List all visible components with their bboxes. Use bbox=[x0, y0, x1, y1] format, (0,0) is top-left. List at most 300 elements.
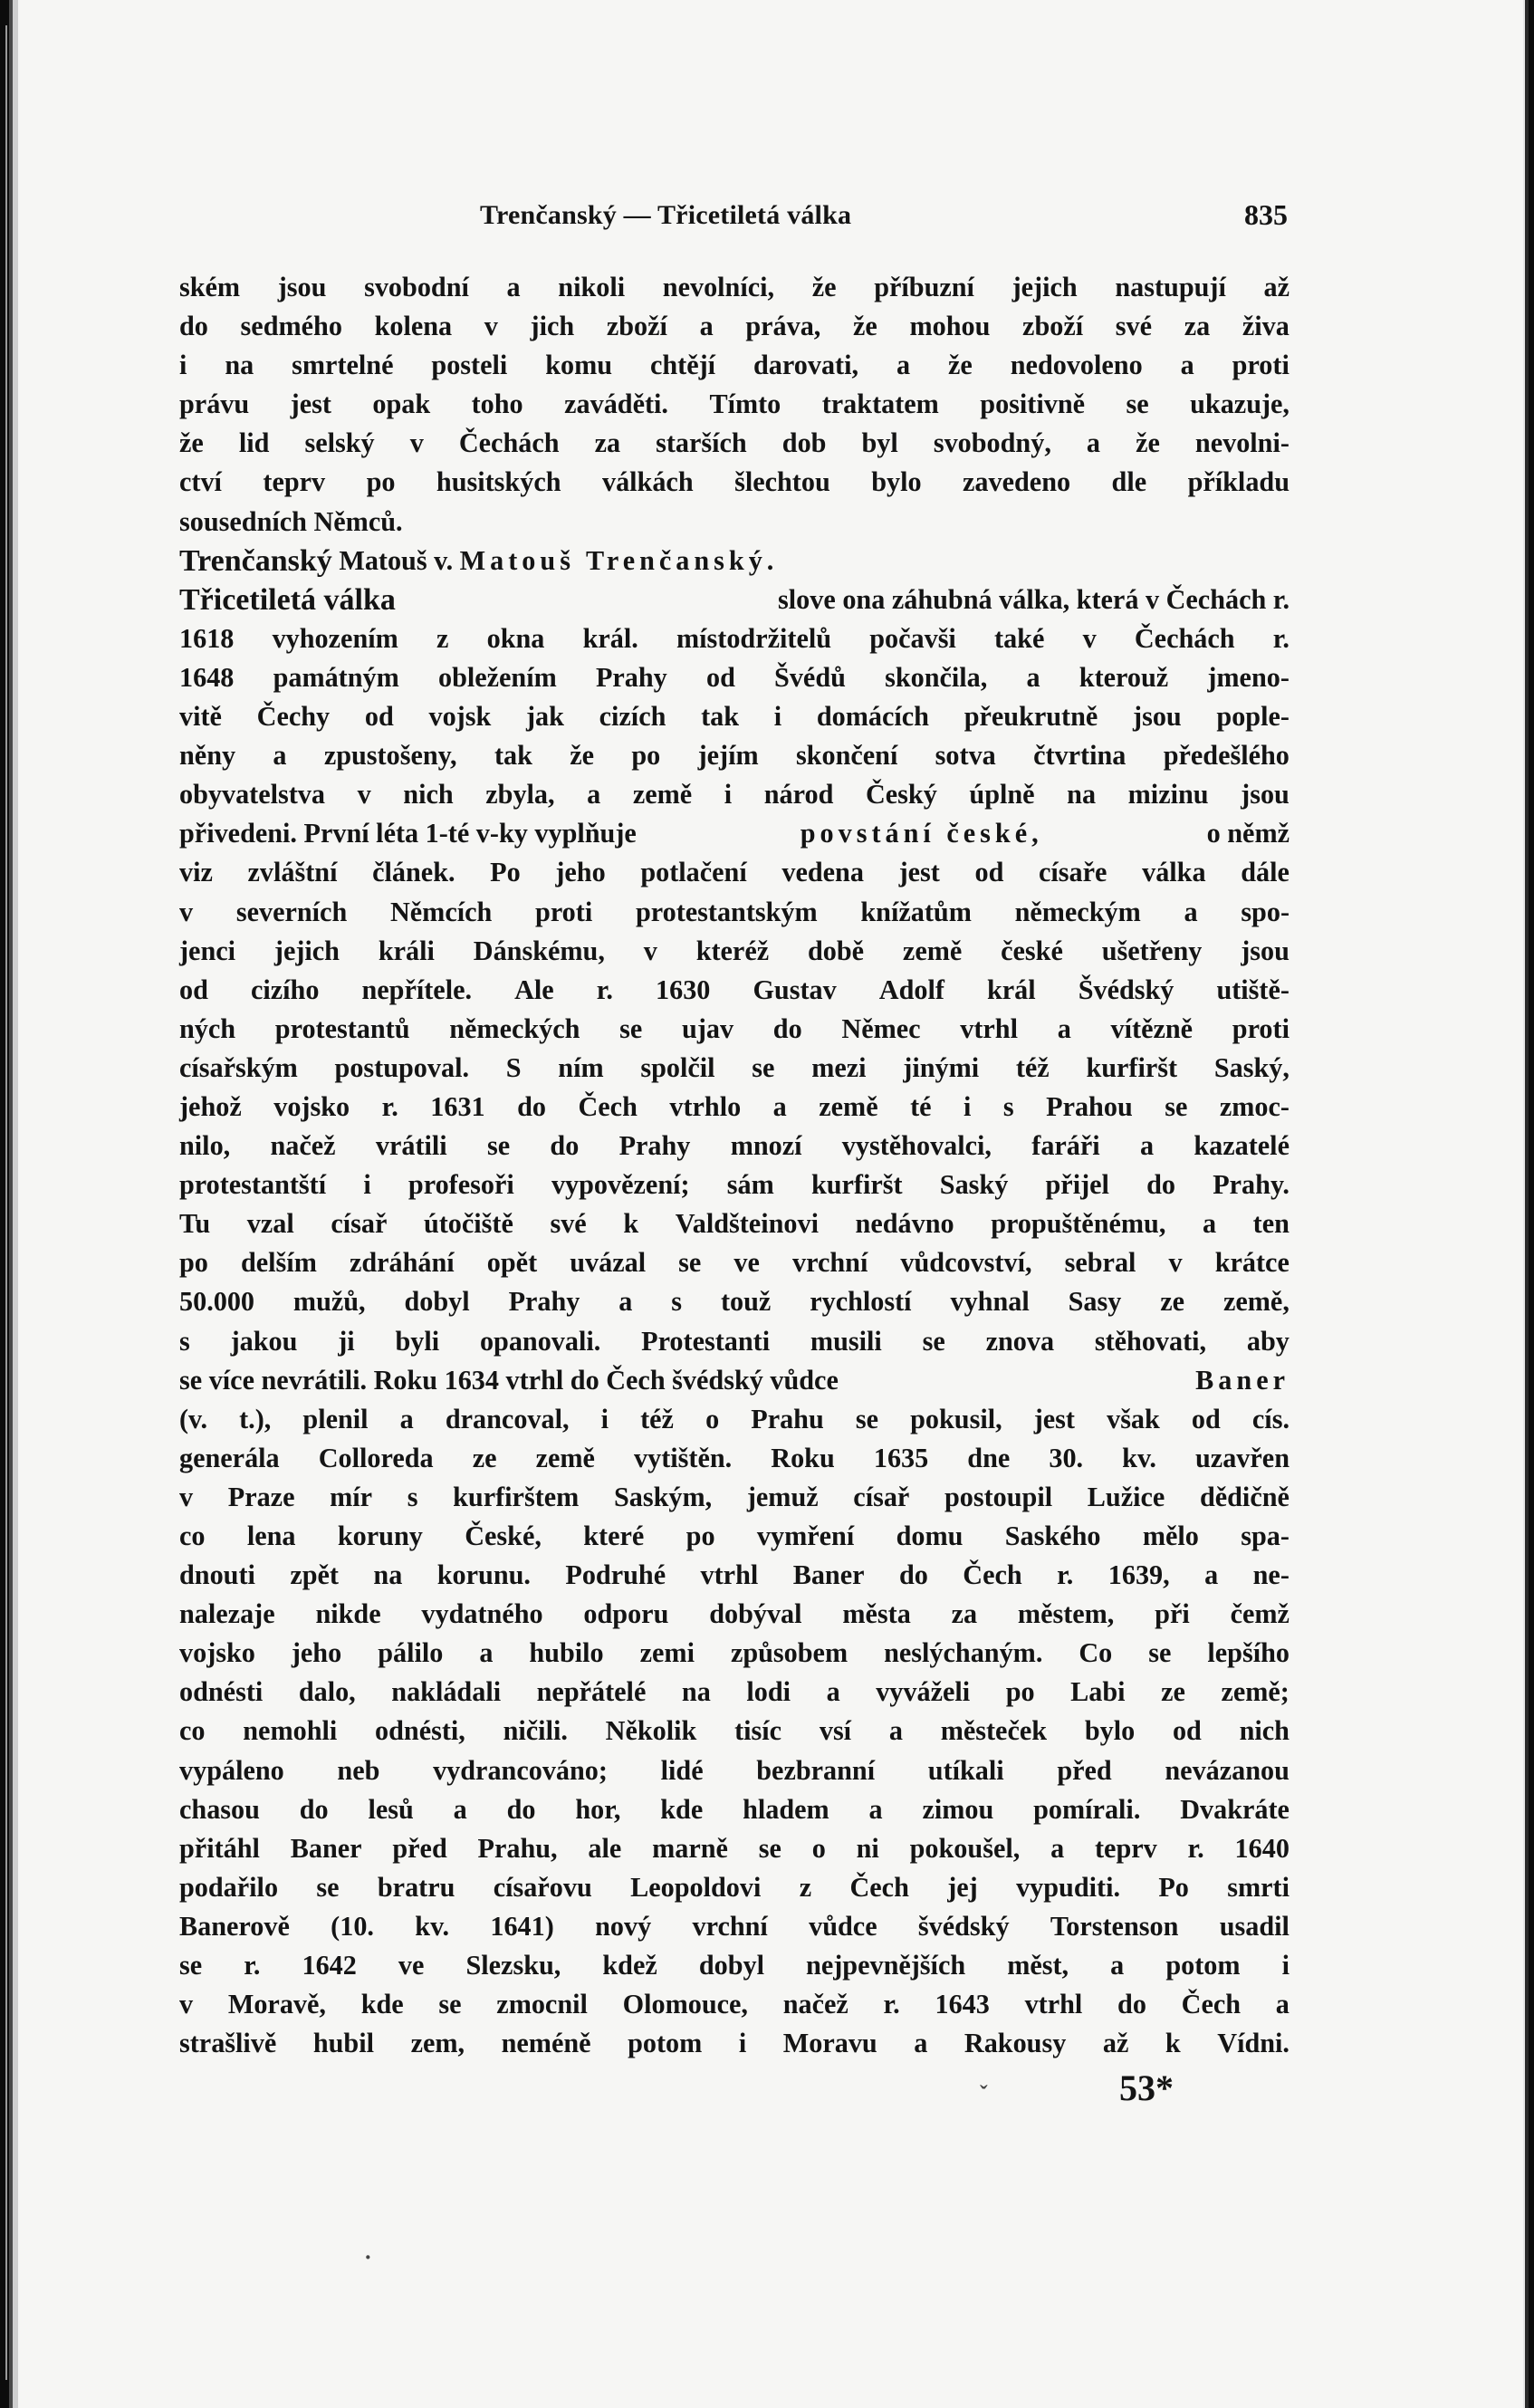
text-line bbox=[179, 1673, 1290, 1712]
word: dle bbox=[1111, 466, 1147, 498]
entry-headword: Třicetiletá válka bbox=[179, 582, 396, 617]
word: země, bbox=[1222, 1286, 1290, 1318]
word: sedmého bbox=[240, 311, 342, 342]
word: odnésti bbox=[179, 1676, 264, 1708]
word: skončení bbox=[795, 740, 898, 772]
word: nakládali bbox=[391, 1676, 502, 1708]
text-line bbox=[179, 385, 1290, 424]
word: císařovu bbox=[493, 1871, 592, 1903]
word: že bbox=[811, 272, 837, 302]
word: od bbox=[1191, 1403, 1221, 1434]
text-line bbox=[179, 2024, 1290, 2063]
word: (v. bbox=[179, 1403, 208, 1434]
word: touž bbox=[720, 1286, 772, 1318]
word: jest bbox=[1033, 1403, 1075, 1434]
entry-valka-first-line bbox=[179, 580, 1290, 619]
word: mužů, bbox=[292, 1286, 366, 1318]
word: Dvakráte bbox=[1180, 1793, 1290, 1825]
word: jmeno- bbox=[1207, 661, 1290, 693]
word: zdráhání bbox=[349, 1247, 455, 1279]
word: jejich bbox=[273, 935, 340, 966]
word: potom bbox=[628, 2028, 703, 2059]
word: Čech bbox=[849, 1871, 909, 1903]
word: země bbox=[632, 779, 693, 811]
word: načež bbox=[782, 1989, 848, 2020]
word: co bbox=[179, 1521, 206, 1551]
word: kurfirštem bbox=[453, 1481, 580, 1512]
word: městem, bbox=[1017, 1598, 1115, 1630]
word: Tu bbox=[179, 1208, 211, 1240]
word: byl bbox=[861, 427, 898, 459]
word: Prahou bbox=[1046, 1090, 1133, 1122]
word: mnozí bbox=[730, 1130, 802, 1162]
text-line bbox=[179, 1595, 1290, 1634]
word: císař bbox=[853, 1481, 910, 1512]
word: jsou bbox=[1241, 779, 1290, 811]
word: Gustav bbox=[753, 974, 837, 1005]
word: t.), bbox=[239, 1403, 272, 1434]
word: proti bbox=[1232, 1012, 1290, 1044]
word: mizinu bbox=[1127, 779, 1209, 811]
word: po bbox=[366, 466, 396, 498]
word: příkladu bbox=[1187, 466, 1290, 498]
word: úplně bbox=[969, 779, 1035, 811]
word: vtrhlo bbox=[669, 1090, 742, 1122]
word: dob bbox=[781, 427, 827, 459]
word: že bbox=[853, 311, 877, 342]
word: a bbox=[888, 1715, 903, 1747]
word: Lužice bbox=[1087, 1481, 1165, 1512]
word: Adolf bbox=[878, 974, 944, 1005]
word: a bbox=[1110, 1950, 1125, 1981]
word: posteli bbox=[431, 350, 508, 381]
word: znova bbox=[985, 1325, 1055, 1357]
word: krátce bbox=[1214, 1247, 1290, 1279]
word: Ale bbox=[514, 974, 554, 1005]
word: Slezsku, bbox=[465, 1950, 561, 1981]
word: z bbox=[799, 1871, 812, 1903]
word: r. bbox=[381, 1090, 398, 1122]
word: vtrhl bbox=[1024, 1989, 1083, 2020]
word: dále bbox=[1241, 857, 1290, 888]
word: nich bbox=[403, 779, 454, 811]
word: mělo bbox=[1142, 1521, 1199, 1551]
word: do bbox=[299, 1793, 329, 1825]
word: a bbox=[772, 1090, 787, 1122]
word: severních bbox=[235, 896, 348, 927]
word: i bbox=[1281, 1950, 1290, 1981]
word: pokusil, bbox=[910, 1403, 1002, 1434]
word: a bbox=[273, 740, 287, 772]
word: vypuditi. bbox=[1016, 1871, 1121, 1903]
word: tisíc bbox=[734, 1715, 782, 1747]
word: se bbox=[922, 1325, 945, 1357]
text-line bbox=[179, 1634, 1290, 1673]
word: Colloreda bbox=[318, 1442, 434, 1473]
word: 1643 bbox=[935, 1989, 990, 2020]
word: r. bbox=[1057, 1559, 1074, 1591]
word: Leopoldovi bbox=[630, 1871, 762, 1903]
text-line bbox=[179, 1751, 1290, 1790]
word: nikde bbox=[315, 1598, 381, 1630]
word: jest bbox=[290, 389, 331, 420]
running-title: Trenčanský — Třicetiletá válka bbox=[480, 200, 852, 230]
word: proti bbox=[535, 896, 593, 927]
word: spo- bbox=[1241, 896, 1290, 927]
word: měst, bbox=[1007, 1950, 1069, 1981]
word: od bbox=[705, 661, 735, 693]
word: nemohli bbox=[243, 1715, 338, 1747]
word: Prahy bbox=[595, 661, 667, 693]
word: zimou bbox=[922, 1793, 994, 1825]
word: kazatelé bbox=[1194, 1130, 1290, 1162]
page-number: 835 bbox=[1244, 198, 1288, 231]
word: jich bbox=[530, 311, 575, 342]
text-line bbox=[179, 1478, 1290, 1517]
word: vsí bbox=[819, 1715, 852, 1747]
text-line bbox=[179, 1829, 1290, 1868]
word: pokoušel, bbox=[909, 1832, 1021, 1864]
word: do bbox=[179, 311, 208, 342]
word: lidé bbox=[660, 1754, 704, 1786]
word: vůdce bbox=[809, 1910, 877, 1942]
word: příbuzní bbox=[874, 272, 974, 302]
word: svobodný, bbox=[933, 427, 1051, 459]
text-line bbox=[179, 1985, 1290, 2024]
word: že bbox=[570, 740, 595, 772]
word: Čech bbox=[1181, 1989, 1242, 2020]
word: švédský bbox=[917, 1910, 1010, 1942]
word: právu bbox=[179, 389, 250, 420]
word: vojsko bbox=[179, 1637, 255, 1669]
word: jeho bbox=[555, 857, 606, 888]
word: Po bbox=[1158, 1871, 1189, 1903]
word: Olomouce, bbox=[622, 1989, 748, 2020]
word: v bbox=[409, 427, 424, 459]
word: města bbox=[842, 1598, 911, 1630]
word: k bbox=[1165, 2028, 1181, 2059]
word: vyhnal bbox=[950, 1286, 1030, 1318]
word: chtějí bbox=[649, 350, 716, 381]
word: delším bbox=[240, 1247, 317, 1279]
word: i bbox=[738, 2028, 747, 2059]
word: cizího bbox=[250, 974, 320, 1005]
word: mír bbox=[330, 1481, 373, 1512]
word: sotva bbox=[935, 740, 996, 772]
word: jak bbox=[525, 701, 564, 733]
text-line bbox=[179, 307, 1290, 346]
word: sebral bbox=[1064, 1247, 1136, 1279]
word: profesoři bbox=[407, 1169, 514, 1201]
word: do bbox=[898, 1559, 928, 1591]
word: hubilo bbox=[529, 1637, 604, 1669]
word: vítězně bbox=[1110, 1012, 1194, 1044]
word: Němcích bbox=[389, 896, 493, 927]
word: německých bbox=[449, 1012, 580, 1044]
word: proti bbox=[1232, 350, 1290, 381]
word: od bbox=[364, 701, 394, 733]
word: též bbox=[640, 1403, 674, 1434]
word: Čechách bbox=[1134, 622, 1235, 654]
word: Švédský bbox=[1078, 974, 1174, 1005]
word: vypovězení; bbox=[551, 1169, 690, 1201]
word: ve bbox=[398, 1950, 425, 1981]
word: uzavřen bbox=[1195, 1442, 1290, 1473]
word: a bbox=[399, 1403, 414, 1434]
word: načež bbox=[270, 1130, 336, 1162]
word: do bbox=[1146, 1169, 1176, 1201]
text-line bbox=[179, 1790, 1290, 1829]
word: kdež bbox=[602, 1950, 657, 1981]
word: Rakousy bbox=[964, 2028, 1067, 2059]
word: lesů bbox=[368, 1793, 414, 1825]
word: vůdcovství, bbox=[900, 1247, 1032, 1279]
word: Čech bbox=[578, 1090, 638, 1122]
word: zmoc- bbox=[1219, 1090, 1290, 1122]
word: 1648 bbox=[179, 661, 235, 693]
word: vrátili bbox=[375, 1130, 447, 1162]
word: po bbox=[631, 740, 661, 772]
word: vzal bbox=[246, 1208, 294, 1240]
word: vedena bbox=[781, 857, 864, 888]
word: dne bbox=[967, 1442, 1011, 1473]
word: vypáleno bbox=[179, 1754, 284, 1786]
word: ze bbox=[1161, 1676, 1185, 1708]
word: se bbox=[316, 1871, 340, 1903]
text-line bbox=[179, 736, 1290, 775]
word: (10. bbox=[331, 1910, 374, 1942]
word: r. bbox=[1272, 622, 1290, 654]
word: zboží bbox=[606, 311, 667, 342]
word: dědičně bbox=[1199, 1481, 1290, 1512]
word: Roku bbox=[771, 1442, 835, 1473]
word: i bbox=[964, 1090, 972, 1122]
word: Čechy bbox=[256, 701, 331, 733]
word: vitě bbox=[179, 701, 222, 733]
word: o bbox=[811, 1832, 826, 1864]
word: zavedeno bbox=[963, 466, 1071, 498]
word: pople- bbox=[1216, 701, 1290, 733]
word: s bbox=[179, 1325, 190, 1357]
word: r. bbox=[1187, 1832, 1204, 1864]
word: Saský bbox=[939, 1169, 1009, 1201]
word: kterouž bbox=[1079, 661, 1169, 693]
word: s bbox=[671, 1286, 683, 1318]
word: Vídni. bbox=[1217, 2028, 1290, 2059]
word: při bbox=[1155, 1598, 1190, 1630]
word: nepřátelé bbox=[536, 1676, 647, 1708]
word: v bbox=[179, 1481, 194, 1512]
word: faráři bbox=[1031, 1130, 1100, 1162]
word: před bbox=[1057, 1754, 1112, 1786]
word: na bbox=[373, 1559, 403, 1591]
word: od bbox=[1172, 1715, 1202, 1747]
text-line bbox=[179, 1400, 1290, 1439]
word: též bbox=[1015, 1051, 1050, 1083]
word: i bbox=[363, 1169, 371, 1201]
word: válka bbox=[1142, 857, 1206, 888]
text-line bbox=[179, 1010, 1290, 1049]
word: za bbox=[594, 427, 621, 459]
word: S bbox=[505, 1051, 522, 1083]
word: císař bbox=[331, 1208, 388, 1240]
word: 1640 bbox=[1234, 1832, 1290, 1864]
word: strašlivě bbox=[179, 2028, 277, 2059]
word: vojsko bbox=[273, 1090, 350, 1122]
word: opak bbox=[372, 389, 431, 420]
word: přitáhl bbox=[179, 1832, 260, 1864]
word: potom bbox=[1165, 1950, 1241, 1981]
page-left-edge bbox=[0, 0, 18, 2408]
word: cís. bbox=[1251, 1403, 1290, 1434]
word: vrchní bbox=[792, 1247, 868, 1279]
text-line bbox=[179, 1907, 1290, 1946]
word: neslýchaným. bbox=[884, 1637, 1043, 1669]
word: až bbox=[1102, 2028, 1129, 2059]
word: tak bbox=[494, 740, 532, 772]
word: positivně bbox=[980, 389, 1086, 420]
word: v bbox=[1168, 1247, 1183, 1279]
word: toho bbox=[471, 389, 523, 420]
word: se bbox=[855, 1403, 879, 1434]
word: Švédů bbox=[774, 661, 846, 693]
word: a bbox=[618, 1286, 633, 1318]
word: Co bbox=[1079, 1637, 1113, 1669]
word: teprv bbox=[1095, 1832, 1157, 1864]
word: viz bbox=[179, 857, 213, 888]
word: po bbox=[179, 1247, 208, 1279]
word: nikoli bbox=[558, 272, 626, 302]
word: do bbox=[1117, 1989, 1146, 2020]
word: vymření bbox=[756, 1521, 855, 1551]
text-segment: přivedeni. První léta 1-té v-ky vyplňuje bbox=[179, 818, 637, 849]
word: koruny bbox=[337, 1521, 423, 1551]
word: 1635 bbox=[873, 1442, 929, 1473]
word: ni bbox=[856, 1832, 879, 1864]
word: Moravě, bbox=[227, 1989, 326, 2020]
word: propuštěnému, bbox=[991, 1208, 1166, 1240]
word: obyvatelstva bbox=[179, 779, 325, 811]
word: Baner bbox=[792, 1559, 865, 1591]
print-speck: ˇ bbox=[980, 2081, 988, 2107]
word: a bbox=[699, 311, 714, 342]
word: stěhovati, bbox=[1094, 1325, 1207, 1357]
word: král bbox=[986, 974, 1036, 1005]
text-line bbox=[179, 932, 1290, 971]
word: v bbox=[643, 935, 657, 966]
word: nedovoleno bbox=[1010, 350, 1143, 381]
word: o bbox=[705, 1403, 720, 1434]
word: nedávno bbox=[855, 1208, 954, 1240]
word: spa- bbox=[1241, 1521, 1290, 1551]
word: skončila, bbox=[885, 661, 988, 693]
word: bratru bbox=[377, 1871, 455, 1903]
word: ujav bbox=[682, 1012, 734, 1044]
word: z bbox=[436, 622, 449, 654]
word: čemž bbox=[1230, 1598, 1290, 1630]
word: i bbox=[724, 779, 733, 811]
word: v bbox=[179, 896, 194, 927]
word: 1641) bbox=[490, 1910, 554, 1942]
word: zem, bbox=[410, 2028, 465, 2059]
word: Saským, bbox=[613, 1481, 713, 1512]
word: s bbox=[1002, 1090, 1014, 1122]
text-line bbox=[179, 1868, 1290, 1907]
word: nilo, bbox=[179, 1130, 231, 1162]
word: ten bbox=[1252, 1208, 1290, 1240]
word: rychlostí bbox=[810, 1286, 912, 1318]
word: opět bbox=[486, 1247, 538, 1279]
word: a bbox=[1202, 1208, 1217, 1240]
word: protestantským bbox=[635, 896, 818, 927]
word: šlechtou bbox=[734, 466, 830, 498]
word: městeček bbox=[940, 1715, 1048, 1747]
word: bezbranní bbox=[756, 1754, 876, 1786]
word: jsou bbox=[1241, 935, 1290, 966]
word: do bbox=[550, 1130, 580, 1162]
entry-trencansky bbox=[179, 542, 1290, 580]
entry-text: slove ona záhubná válka, která v Čechách r. bbox=[778, 583, 1290, 615]
word: přeukrutně bbox=[964, 701, 1098, 733]
word: za bbox=[1184, 311, 1211, 342]
word: Praze bbox=[227, 1481, 295, 1512]
word: selský bbox=[304, 427, 375, 459]
word: i bbox=[773, 701, 782, 733]
word: pálilo bbox=[378, 1637, 444, 1669]
word: ze bbox=[472, 1442, 497, 1473]
word: domácích bbox=[816, 701, 929, 733]
word: lena bbox=[246, 1521, 296, 1551]
word: jenci bbox=[179, 935, 236, 966]
word: ctví bbox=[179, 466, 222, 498]
word: generála bbox=[179, 1442, 280, 1473]
word: okna bbox=[486, 622, 545, 654]
text-line: sousedních Němců. bbox=[179, 505, 403, 537]
word: bylo bbox=[871, 466, 922, 498]
word: vrchní bbox=[692, 1910, 768, 1942]
word: se bbox=[758, 1832, 781, 1864]
word: Čechách bbox=[458, 427, 560, 459]
word: Torstenson bbox=[1050, 1910, 1179, 1942]
word: vydatného bbox=[421, 1598, 543, 1630]
word: jsou bbox=[1133, 701, 1182, 733]
word: i bbox=[179, 350, 187, 381]
word: se bbox=[486, 1130, 511, 1162]
word: smrti bbox=[1227, 1871, 1290, 1903]
word: králi bbox=[378, 935, 435, 966]
word: čtvrtina bbox=[1033, 740, 1127, 772]
word: jeho bbox=[291, 1637, 342, 1669]
word: Němec bbox=[841, 1012, 921, 1044]
word: a bbox=[1086, 427, 1101, 459]
word: nepřítele. bbox=[361, 974, 473, 1005]
word: 30. bbox=[1049, 1442, 1084, 1473]
word: Několik bbox=[605, 1715, 697, 1747]
word: zemi bbox=[639, 1637, 695, 1669]
word: darovati, bbox=[753, 350, 859, 381]
word: které bbox=[583, 1521, 645, 1551]
word: kde bbox=[660, 1793, 704, 1825]
word: mezi bbox=[811, 1051, 867, 1083]
word: cizích bbox=[599, 701, 666, 733]
word: zbyla, bbox=[485, 779, 555, 811]
word: dnouti bbox=[179, 1559, 255, 1591]
word: se bbox=[752, 1051, 775, 1083]
word: době bbox=[807, 935, 865, 966]
word: Prahy. bbox=[1213, 1169, 1290, 1201]
word: husitských bbox=[436, 466, 561, 498]
word: místodržitelů bbox=[676, 622, 832, 654]
